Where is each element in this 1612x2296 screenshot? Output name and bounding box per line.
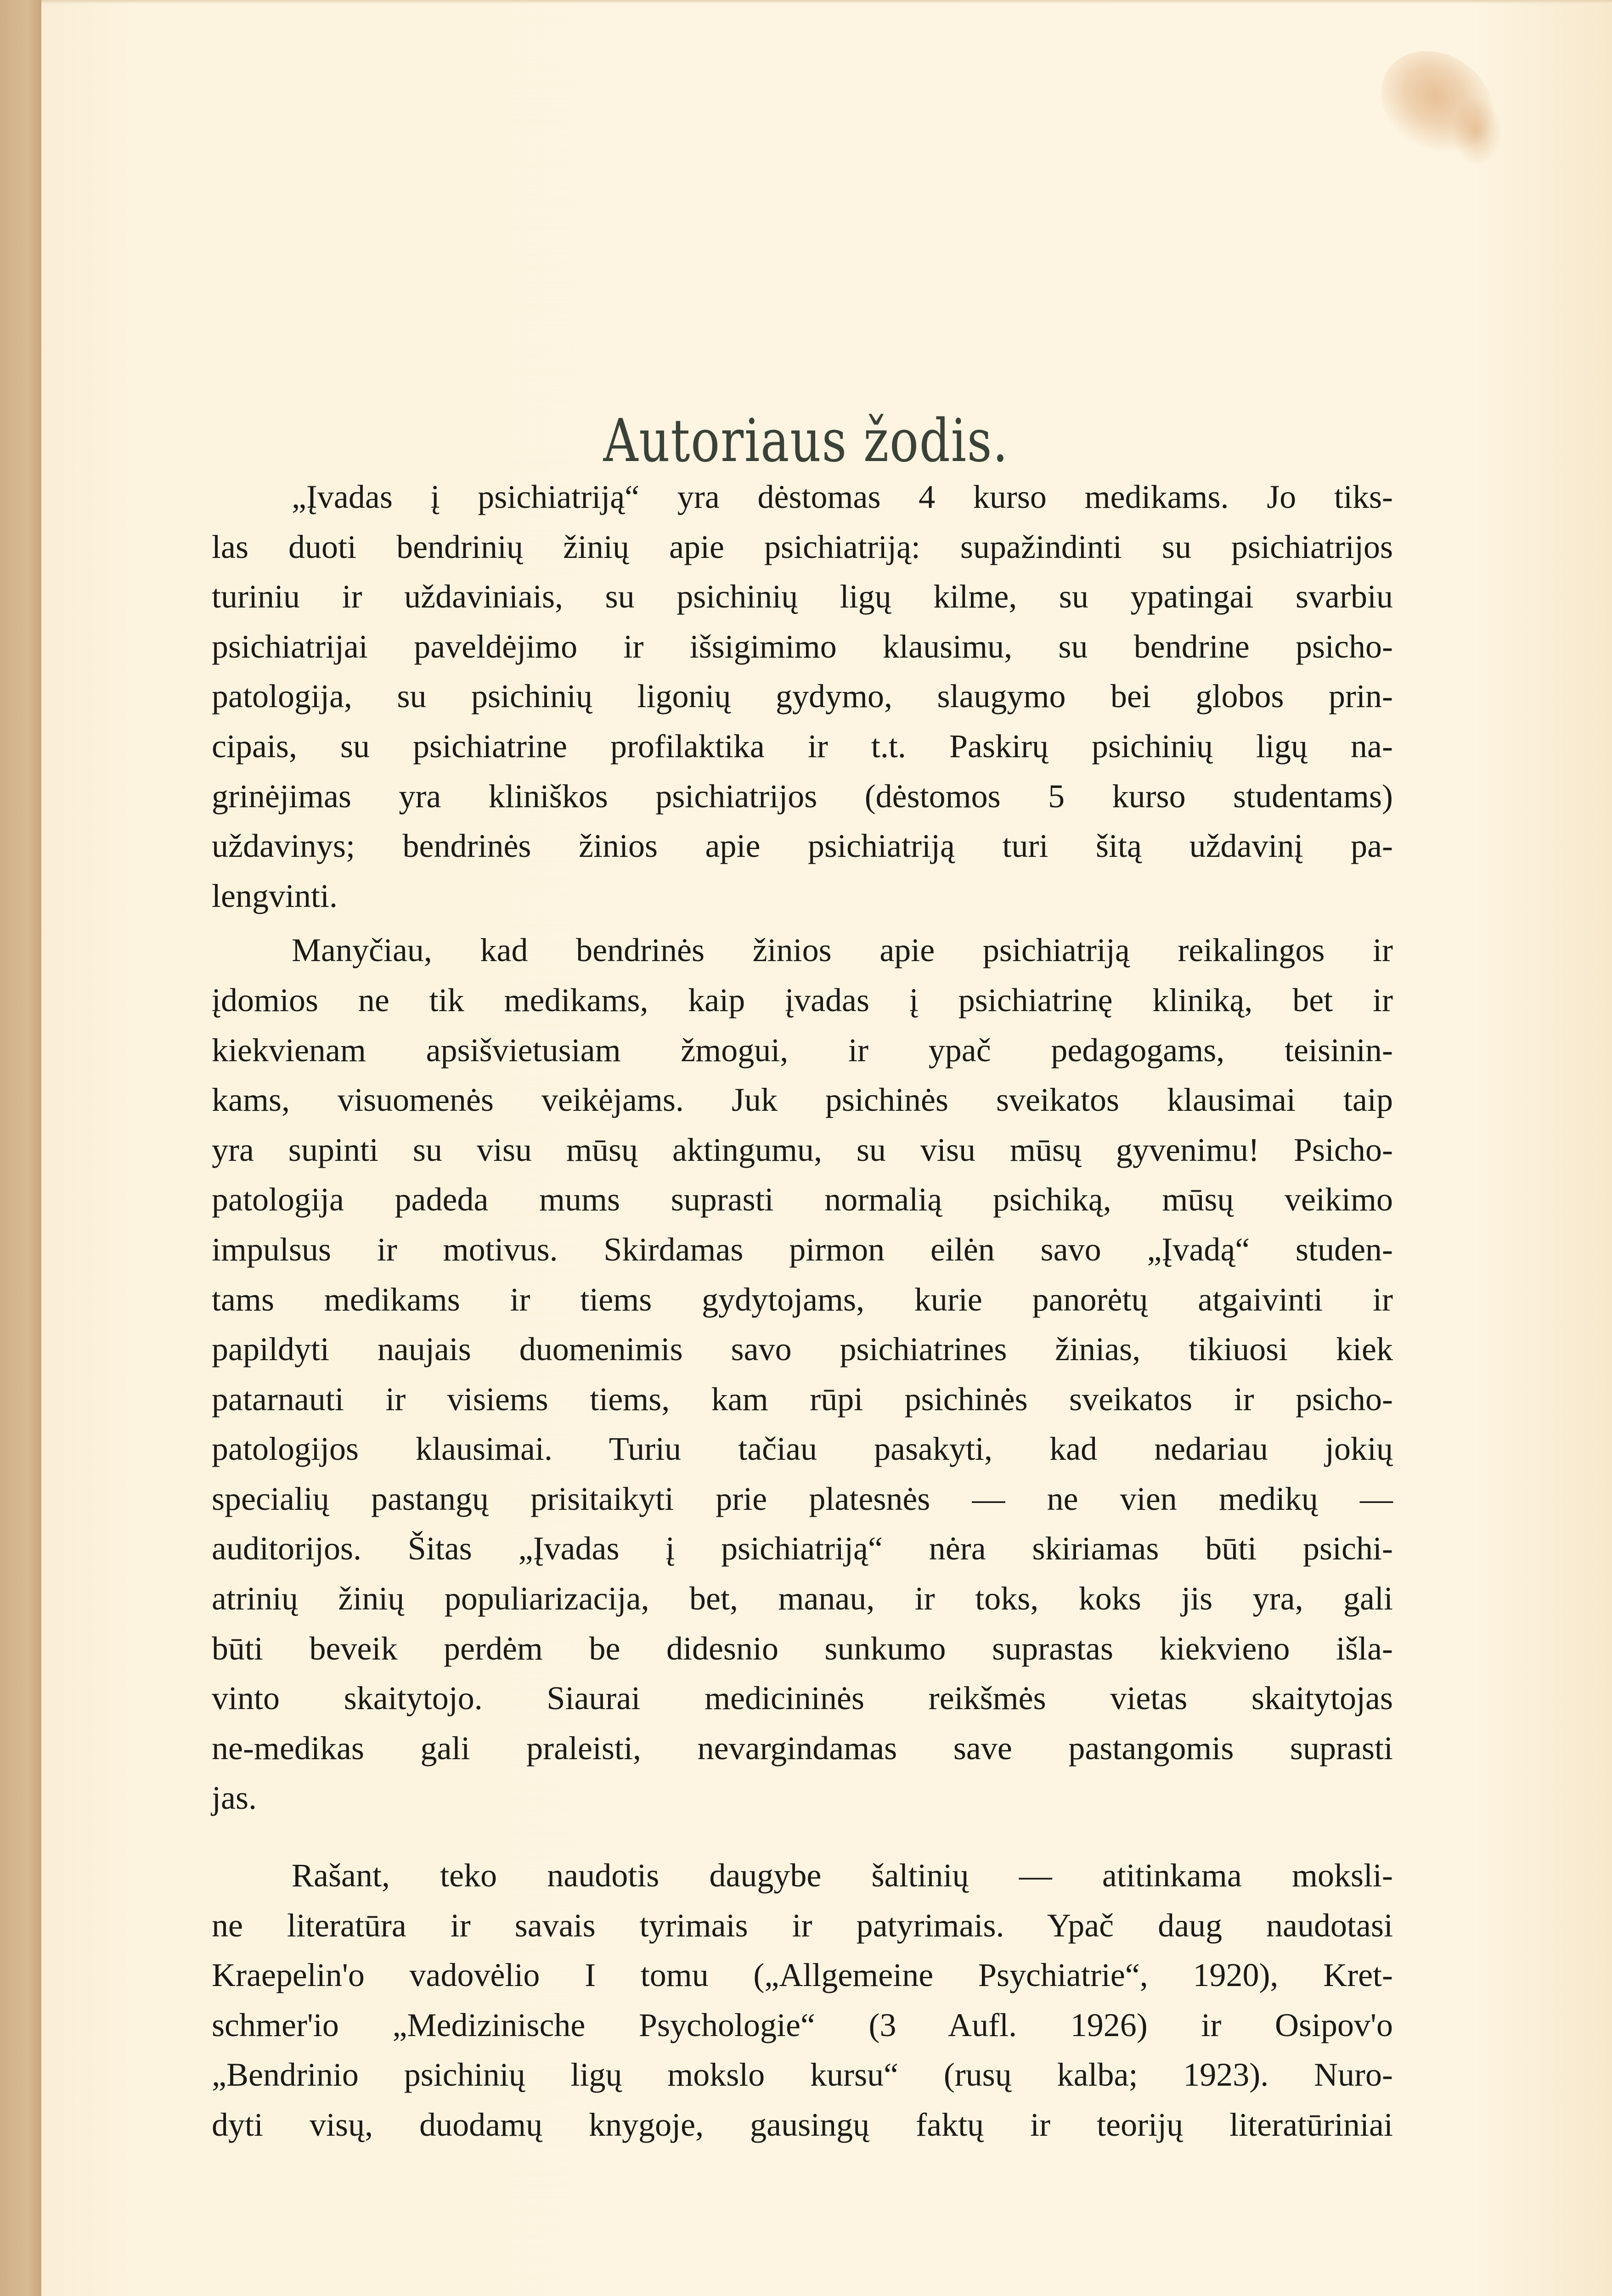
- text-line: kams, visuomenės veikėjams. Juk psichinės sveikatos klausimai taip: [212, 1081, 1393, 1119]
- text-line: Kraepelin'o vadovėlio I tomu („Allgemeine Psychiatrie“, 1920), Kret-: [212, 1957, 1393, 1994]
- text-line: tams medikams ir tiems gydytojams, kurie panorėtų atgaivinti ir: [212, 1281, 1393, 1318]
- text-line: patologijos klausimai. Turiu tačiau pasakyti, kad nedariau jokių: [212, 1430, 1393, 1468]
- text-line: būti beveik perdėm be didesnio sunkumo suprastas kiekvieno išla-: [212, 1630, 1393, 1667]
- text-line: patologija, su psichinių ligonių gydymo, slaugymo bei globos prin-: [212, 678, 1393, 715]
- page-top-edge: [41, 0, 1612, 4]
- text-line: grinėjimas yra kliniškos psichiatrijos (dėstomos 5 kurso studentams): [212, 777, 1393, 815]
- text-line: cipais, su psichiatrine profilaktika ir t.t. Paskirų psichinių ligų na-: [212, 727, 1393, 765]
- text-line: patarnauti ir visiems tiems, kam rūpi psichinės sveikatos ir psicho-: [212, 1380, 1393, 1418]
- text-line: uždavinys; bendrinės žinios apie psichiatriją turi šitą uždavinį pa-: [212, 827, 1393, 865]
- paragraph-3: [212, 1851, 1393, 2150]
- text-line: auditorijos. Šitas „Įvadas į psichiatriją“ nėra skiriamas būti psichi-: [212, 1530, 1393, 1567]
- text-line: schmer'io „Medizinische Psychologie“ (3 Aufl. 1926) ir Osipov'o: [212, 2006, 1393, 2043]
- text-line: „Įvadas į psichiatriją“ yra dėstomas 4 kurso medikams. Jo tiks-: [292, 478, 1393, 515]
- text-line: specialių pastangų prisitaikyti prie platesnės — ne vien medikų —: [212, 1480, 1393, 1517]
- text-line: impulsus ir motivus. Skirdamas pirmon eilėn savo „Įvadą“ studen-: [212, 1231, 1393, 1268]
- text-line: atrinių žinių populiarizacija, bet, manau, ir toks, koks jis yra, gali: [212, 1580, 1393, 1617]
- text-line: las duoti bendrinių žinių apie psichiatriją: supažindinti su psichiatrijos: [212, 528, 1393, 565]
- text-line: kiekvienam apsišvietusiam žmogui, ir ypač pedagogams, teisinin-: [212, 1031, 1393, 1069]
- paragraph-gap: [212, 921, 1393, 925]
- text-line: jas.: [212, 1779, 257, 1817]
- paragraph-2: [212, 925, 1393, 1823]
- text-line: patologija padeda mums suprasti normalią psichiką, mūsų veikimo: [212, 1181, 1393, 1218]
- text-line: psichiatrijai paveldėjimo ir išsigimimo klausimu, su bendrine psicho-: [212, 628, 1393, 665]
- text-line: „Bendrinio psichinių ligų mokslo kursu“ (rusų kalba; 1923). Nuro-: [212, 2056, 1393, 2093]
- body-text: [212, 472, 1393, 2150]
- text-line: lengvinti.: [212, 877, 338, 914]
- text-line: yra supinti su visu mūsų aktingumu, su visu mūsų gyvenimu! Psicho-: [212, 1131, 1393, 1168]
- text-line: įdomios ne tik medikams, kaip įvadas į psichiatrinę kliniką, bet ir: [212, 981, 1393, 1019]
- binding-edge: [0, 0, 41, 2296]
- paragraph-gap: [212, 1823, 1393, 1851]
- text-line: ne literatūra ir savais tyrimais ir patyrimais. Ypač daug naudotasi: [212, 1907, 1393, 1944]
- paragraph-1: [212, 472, 1393, 921]
- text-line: turiniu ir uždaviniais, su psichinių ligų kilme, su ypatingai svarbiu: [212, 578, 1393, 615]
- text-line: ne-medikas gali praleisti, nevargindamas save pastangomis suprasti: [212, 1729, 1393, 1767]
- text-line: Manyčiau, kad bendrinės žinios apie psichiatriją reikalingos ir: [292, 932, 1393, 969]
- foxing-stain-small: [1451, 96, 1502, 165]
- text-line: Rašant, teko naudotis daugybe šaltinių — atitinkama moksli-: [292, 1857, 1393, 1894]
- text-line: vinto skaitytojo. Siaurai medicininės reikšmės vietas skaitytojas: [212, 1680, 1393, 1717]
- page-title: Autoriaus žodis.: [603, 406, 1009, 475]
- text-line: papildyti naujais duomenimis savo psichiatrines žinias, tikiuosi kiek: [212, 1331, 1393, 1368]
- text-line: dyti visų, duodamų knygoje, gausingų faktų ir teorijų literatūriniai: [212, 2106, 1393, 2143]
